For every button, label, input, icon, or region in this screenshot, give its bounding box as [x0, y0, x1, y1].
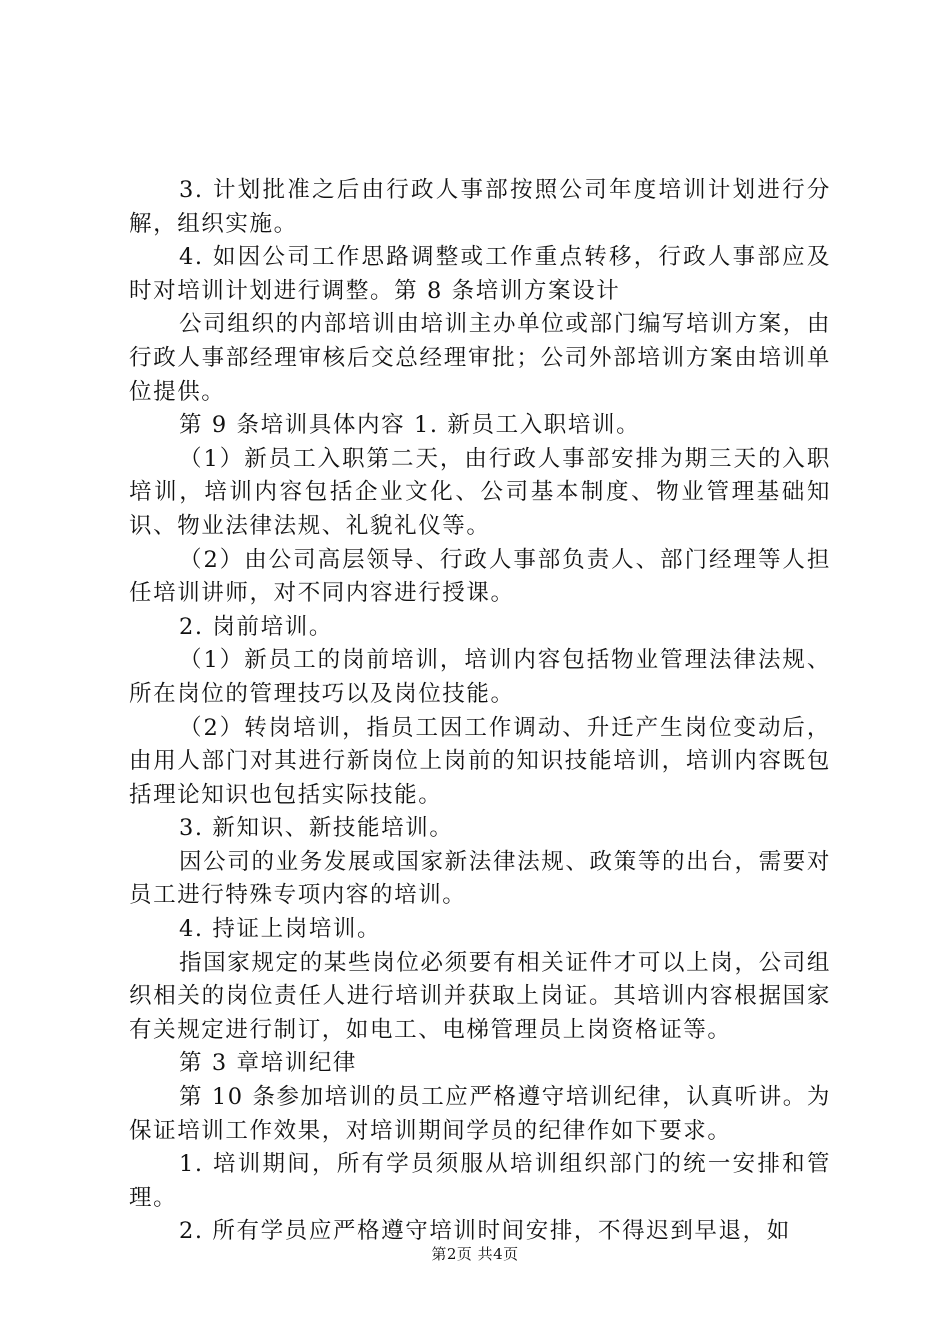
paragraph: 4. 如因公司工作思路调整或工作重点转移，行政人事部应及时对培训计划进行调整。第 8 条培训方案设计 [129, 244, 831, 304]
paragraph: 2. 所有学员应严格遵守培训时间安排，不得迟到早退，如 [179, 1218, 791, 1245]
paragraph: 1. 培训期间，所有学员须服从培训组织部门的统一安排和管理。 [129, 1151, 831, 1211]
paragraph: 公司组织的内部培训由培训主办单位或部门编写培训方案，由行政人事部经理审核后交总经理审批；公司外部培训方案由培训单位提供。 [129, 311, 831, 405]
document-body [129, 174, 831, 1249]
paragraph: （1）新员工入职第二天，由行政人事部安排为期三天的入职培训，培训内容包括企业文化、公司基本制度、物业管理基础知识、物业法律法规、礼貌礼仪等。 [129, 445, 831, 539]
paragraph: 3. 新知识、新技能培训。 [179, 815, 454, 842]
paragraph: 第 9 条培训具体内容 1. 新员工入职培训。 [179, 412, 641, 439]
paragraph: （1）新员工的岗前培训，培训内容包括物业管理法律法规、所在岗位的管理技巧以及岗位技能。 [129, 647, 831, 707]
paragraph: 第 10 条参加培训的员工应严格遵守培训纪律，认真听讲。为保证培训工作效果，对培训期间学员的纪律作如下要求。 [129, 1084, 831, 1144]
paragraph: （2）由公司高层领导、行政人事部负责人、部门经理等人担任培训讲师，对不同内容进行授课。 [129, 546, 831, 607]
paragraph: （2）转岗培训，指员工因工作调动、升迁产生岗位变动后，由用人部门对其进行新岗位上岗前的知识技能培训，培训内容既包括理论知识也包括实际技能。 [129, 714, 831, 808]
paragraph: 指国家规定的某些岗位必须要有相关证件才可以上岗，公司组织相关的岗位责任人进行培训并获取上岗证。其培训内容根据国家有关规定进行制订，如电工、电梯管理员上岗资格证等。 [129, 949, 831, 1043]
page-number-footer: 第2页 共4页 [431, 1245, 519, 1263]
paragraph: 因公司的业务发展或国家新法律法规、政策等的出台，需要对员工进行特殊专项内容的培训。 [129, 848, 831, 909]
paragraph: 2. 岗前培训。 [179, 613, 333, 640]
chapter-heading: 第 3 章培训纪律 [179, 1050, 358, 1077]
paragraph: 4. 持证上岗培训。 [179, 916, 382, 943]
paragraph: 3. 计划批准之后由行政人事部按照公司年度培训计划进行分解，组织实施。 [129, 177, 831, 237]
